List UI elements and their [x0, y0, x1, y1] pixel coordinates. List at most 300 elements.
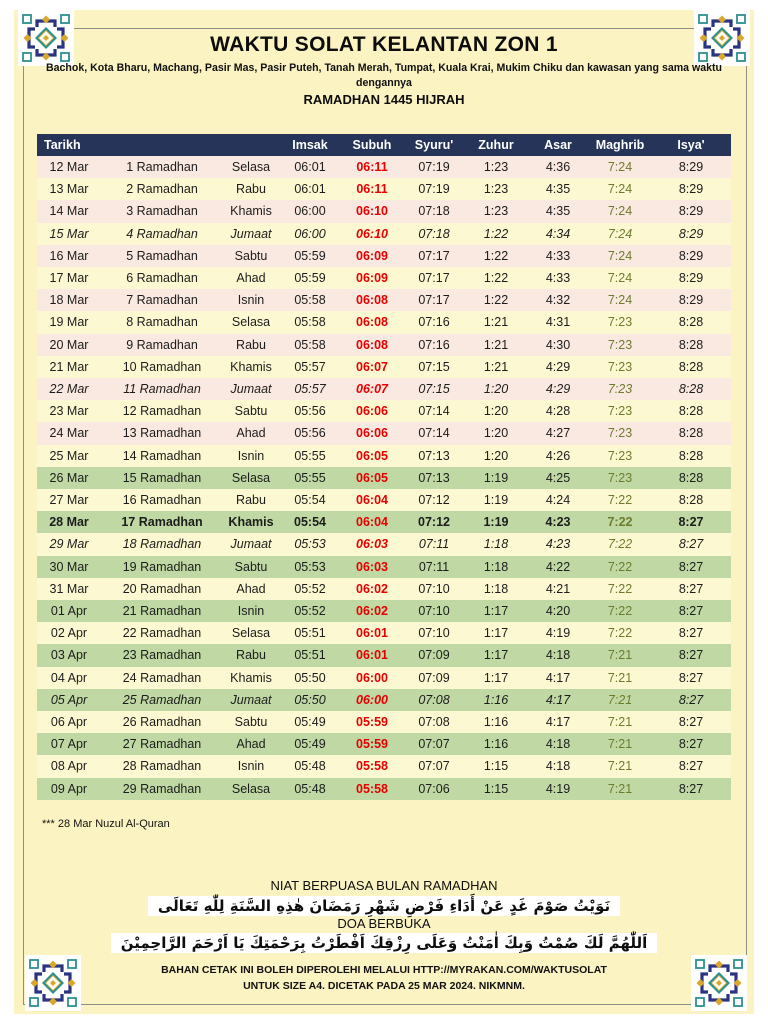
cell-date: 05 Apr	[50, 692, 88, 707]
cell-imsak: 05:57	[294, 359, 326, 374]
cell-syuru: 07:15	[418, 382, 450, 397]
cell-imsak: 05:51	[294, 626, 326, 641]
cell-zuhur: 1:15	[483, 759, 509, 774]
cell-maghrib: 7:22	[607, 581, 633, 596]
doa-arabic-text	[0, 933, 768, 953]
cell-subuh: 05:59	[356, 737, 388, 752]
cell-day: Ahad	[236, 737, 266, 752]
cell-imsak: 06:00	[294, 204, 326, 219]
cell-syuru: 07:13	[418, 470, 450, 485]
column-header-syuru: Syuru'	[403, 134, 465, 156]
cell-subuh: 06:06	[356, 404, 388, 419]
cell-zuhur: 1:20	[483, 426, 509, 441]
cell-imsak: 05:51	[294, 648, 326, 663]
cell-day: Isnin	[237, 759, 265, 774]
cell-maghrib: 7:22	[607, 626, 633, 641]
table-row	[37, 600, 731, 622]
cell-subuh: 05:59	[356, 715, 388, 730]
cell-maghrib: 7:24	[607, 271, 633, 286]
table-row	[37, 422, 731, 444]
cell-zuhur: 1:23	[483, 160, 509, 174]
cell-maghrib: 7:23	[607, 382, 633, 397]
column-header-maghrib: Maghrib	[589, 134, 651, 156]
column-header-imsak: Imsak	[279, 134, 341, 156]
cell-day: Jumaat	[230, 692, 272, 707]
cell-isya: 8:29	[678, 226, 704, 241]
cell-ramadhan: 22 Ramadhan	[122, 626, 202, 641]
cell-date: 04 Apr	[50, 670, 88, 685]
cell-syuru: 07:10	[418, 604, 450, 619]
cell-day: Rabu	[236, 182, 266, 197]
cell-imsak: 05:58	[294, 315, 326, 330]
cell-imsak: 05:54	[294, 493, 326, 508]
cell-date: 31 Mar	[49, 581, 89, 596]
cell-date: 22 Mar	[49, 382, 89, 397]
cell-subuh: 06:07	[356, 382, 388, 397]
cell-maghrib: 7:24	[607, 160, 633, 174]
cell-syuru: 07:09	[418, 648, 450, 663]
cell-subuh: 06:05	[356, 470, 388, 485]
cell-imsak: 05:52	[294, 581, 326, 596]
cell-imsak: 05:48	[294, 781, 326, 796]
cell-day: Rabu	[236, 337, 266, 352]
table-row	[37, 445, 731, 467]
cell-zuhur: 1:17	[483, 670, 509, 685]
cell-syuru: 07:16	[418, 315, 450, 330]
cell-syuru: 07:14	[418, 404, 450, 419]
cell-maghrib: 7:21	[607, 781, 633, 796]
cell-isya: 8:27	[678, 692, 704, 707]
cell-subuh: 06:09	[356, 248, 388, 263]
column-header-empty	[223, 134, 279, 156]
cell-maghrib: 7:21	[607, 715, 633, 730]
cell-imsak: 05:53	[294, 559, 326, 574]
cell-isya: 8:27	[678, 759, 704, 774]
cell-date: 13 Mar	[49, 182, 89, 197]
cell-zuhur: 1:15	[483, 781, 509, 796]
cell-date: 02 Apr	[50, 626, 88, 641]
cell-subuh: 06:11	[356, 182, 388, 197]
cell-imsak: 05:59	[294, 271, 326, 286]
cell-isya: 8:29	[678, 204, 704, 219]
cell-syuru: 07:06	[418, 781, 450, 796]
cell-subuh: 05:58	[356, 759, 388, 774]
cell-date: 27 Mar	[49, 493, 89, 508]
cell-ramadhan: 8 Ramadhan	[126, 315, 198, 330]
cell-day: Sabtu	[234, 248, 268, 263]
niat-arabic-highlight: نَوَيْتُ صَوْمَ غَدٍ عَنْ أَدَاءِ فَرْضِ شَهْرِ رَمَضَانَ هٰذِهِ السَّنَةِ لِلّٰهِ تَعَالَى	[148, 896, 620, 916]
table-row	[37, 311, 731, 333]
cell-day: Isnin	[237, 293, 265, 308]
table-row	[37, 400, 731, 422]
cell-maghrib: 7:24	[607, 293, 633, 308]
cell-imsak: 05:53	[294, 537, 326, 552]
cell-imsak: 06:00	[294, 226, 326, 241]
cell-asar: 4:35	[545, 182, 571, 197]
table-row	[37, 667, 731, 689]
cell-maghrib: 7:21	[607, 692, 633, 707]
cell-date: 18 Mar	[49, 293, 89, 308]
cell-date: 08 Apr	[50, 759, 88, 774]
cell-asar: 4:26	[545, 448, 571, 463]
cell-subuh: 06:07	[356, 359, 388, 374]
cell-subuh: 06:09	[356, 271, 388, 286]
cell-zuhur: 1:18	[483, 537, 509, 552]
table-header-row	[37, 134, 731, 156]
cell-syuru: 07:10	[418, 626, 450, 641]
table-row	[37, 533, 731, 555]
table-row	[37, 689, 731, 711]
column-header-subuh: Subuh	[341, 134, 403, 156]
cell-maghrib: 7:24	[607, 182, 633, 197]
cell-day: Khamis	[228, 515, 274, 530]
table-row	[37, 378, 731, 400]
cell-asar: 4:22	[545, 559, 571, 574]
table-row	[37, 622, 731, 644]
column-header-empty	[101, 134, 223, 156]
cell-asar: 4:20	[545, 604, 571, 619]
cell-syuru: 07:13	[418, 448, 450, 463]
cell-zuhur: 1:17	[483, 648, 509, 663]
cell-zuhur: 1:16	[483, 715, 509, 730]
cell-ramadhan: 12 Ramadhan	[122, 404, 202, 419]
cell-isya: 8:27	[678, 515, 704, 530]
cell-day: Selasa	[231, 626, 271, 641]
cell-asar: 4:36	[545, 160, 571, 174]
cell-imsak: 05:57	[294, 382, 326, 397]
cell-imsak: 05:59	[294, 248, 326, 263]
cell-ramadhan: 27 Ramadhan	[122, 737, 202, 752]
cell-zuhur: 1:22	[483, 293, 509, 308]
cell-ramadhan: 16 Ramadhan	[122, 493, 202, 508]
cell-isya: 8:27	[678, 604, 704, 619]
cell-asar: 4:23	[545, 537, 571, 552]
column-header-zuhur: Zuhur	[465, 134, 527, 156]
print-date-line: UNTUK SIZE A4. DICETAK PADA 25 MAR 2024. NIKMNM.	[243, 980, 525, 992]
cell-day: Ahad	[236, 426, 266, 441]
cell-subuh: 06:04	[356, 493, 388, 508]
table-row	[37, 755, 731, 777]
doa-arabic-highlight: اَللّٰهُمَّ لَكَ صُمْتُ وَبِكَ اٰمَنْتُ وَعَلَى رِزْقِكَ اَفْطَرْتُ بِرَحْمَتِكَ يَا اَرْحَمَ الرَّاحِمِيْنَ	[111, 933, 658, 953]
cell-maghrib: 7:21	[607, 737, 633, 752]
cell-maghrib: 7:24	[607, 204, 633, 219]
cell-imsak: 05:49	[294, 715, 326, 730]
cell-isya: 8:29	[678, 248, 704, 263]
cell-ramadhan: 3 Ramadhan	[126, 204, 198, 219]
cell-isya: 8:27	[678, 648, 704, 663]
cell-isya: 8:29	[678, 160, 704, 174]
niat-arabic-text	[0, 896, 768, 916]
cell-maghrib: 7:23	[607, 426, 633, 441]
cell-asar: 4:34	[545, 226, 571, 241]
prayer-times-table	[37, 134, 731, 800]
cell-isya: 8:27	[678, 670, 704, 685]
cell-syuru: 07:12	[418, 493, 450, 508]
cell-asar: 4:25	[545, 470, 571, 485]
cell-zuhur: 1:19	[483, 493, 509, 508]
cell-subuh: 06:08	[356, 337, 388, 352]
cell-isya: 8:27	[678, 559, 704, 574]
zone-areas-subtitle: Bachok, Kota Bharu, Machang, Pasir Mas, Pasir Puteh, Tanah Merah, Tumpat, Kuala Krai, Mukim Chiku dan kawasan yang sama waktu dengannya	[45, 62, 723, 89]
cell-maghrib: 7:24	[607, 248, 633, 263]
cell-syuru: 07:08	[418, 692, 450, 707]
cell-day: Sabtu	[234, 404, 268, 419]
cell-maghrib: 7:23	[607, 470, 633, 485]
cell-date: 12 Mar	[49, 160, 89, 174]
cell-subuh: 06:06	[356, 426, 388, 441]
cell-zuhur: 1:22	[483, 226, 509, 241]
cell-ramadhan: 5 Ramadhan	[126, 248, 198, 263]
table-row	[37, 245, 731, 267]
cell-ramadhan: 19 Ramadhan	[122, 559, 202, 574]
cell-ramadhan: 25 Ramadhan	[122, 692, 202, 707]
cell-isya: 8:28	[678, 382, 704, 397]
cell-zuhur: 1:21	[483, 359, 509, 374]
cell-syuru: 07:17	[418, 248, 450, 263]
cell-maghrib: 7:23	[607, 359, 633, 374]
cell-day: Isnin	[237, 448, 265, 463]
cell-syuru: 07:07	[418, 759, 450, 774]
cell-ramadhan: 29 Ramadhan	[122, 781, 202, 796]
cell-asar: 4:19	[545, 781, 571, 796]
cell-isya: 8:27	[678, 537, 704, 552]
cell-subuh: 06:10	[356, 204, 388, 219]
cell-maghrib: 7:22	[607, 559, 633, 574]
cell-subuh: 06:03	[356, 559, 388, 574]
cell-date: 24 Mar	[49, 426, 89, 441]
cell-maghrib: 7:23	[607, 404, 633, 419]
cell-syuru: 07:16	[418, 337, 450, 352]
cell-day: Khamis	[230, 670, 272, 685]
cell-subuh: 06:02	[356, 581, 388, 596]
cell-ramadhan: 24 Ramadhan	[122, 670, 202, 685]
cell-asar: 4:17	[545, 670, 571, 685]
cell-asar: 4:31	[545, 315, 571, 330]
cell-day: Selasa	[231, 315, 271, 330]
cell-zuhur: 1:21	[483, 337, 509, 352]
table-row	[37, 489, 731, 511]
cell-maghrib: 7:22	[607, 493, 633, 508]
cell-syuru: 07:10	[418, 581, 450, 596]
cell-day: Isnin	[237, 604, 265, 619]
cell-zuhur: 1:20	[483, 448, 509, 463]
table-row	[37, 644, 731, 666]
cell-imsak: 05:58	[294, 293, 326, 308]
cell-zuhur: 1:16	[483, 692, 509, 707]
cell-subuh: 06:04	[356, 515, 388, 530]
cell-asar: 4:23	[545, 515, 571, 530]
cell-asar: 4:33	[545, 248, 571, 263]
cell-zuhur: 1:22	[483, 248, 509, 263]
cell-day: Ahad	[236, 581, 266, 596]
cell-ramadhan: 18 Ramadhan	[122, 537, 202, 552]
cell-asar: 4:30	[545, 337, 571, 352]
doa-heading: DOA BERBUKA	[337, 916, 431, 931]
cell-isya: 8:28	[678, 404, 704, 419]
cell-asar: 4:17	[545, 715, 571, 730]
cell-isya: 8:27	[678, 715, 704, 730]
cell-syuru: 07:14	[418, 426, 450, 441]
cell-ramadhan: 21 Ramadhan	[122, 604, 202, 619]
cell-isya: 8:29	[678, 182, 704, 197]
table-row	[37, 334, 731, 356]
cell-imsak: 05:56	[294, 404, 326, 419]
table-row	[37, 778, 731, 800]
cell-day: Ahad	[236, 271, 266, 286]
cell-ramadhan: 9 Ramadhan	[126, 337, 198, 352]
cell-isya: 8:28	[678, 470, 704, 485]
cell-isya: 8:27	[678, 581, 704, 596]
cell-ramadhan: 1 Ramadhan	[126, 160, 198, 174]
cell-date: 20 Mar	[49, 337, 89, 352]
cell-date: 16 Mar	[49, 248, 89, 263]
cell-date: 21 Mar	[49, 359, 89, 374]
cell-zuhur: 1:20	[483, 404, 509, 419]
cell-ramadhan: 7 Ramadhan	[126, 293, 198, 308]
cell-ramadhan: 11 Ramadhan	[123, 382, 201, 397]
cell-asar: 4:24	[545, 493, 571, 508]
table-row	[37, 711, 731, 733]
cell-imsak: 05:48	[294, 759, 326, 774]
cell-day: Jumaat	[230, 226, 272, 241]
cell-date: 14 Mar	[49, 204, 89, 219]
cell-syuru: 07:11	[418, 559, 450, 574]
cell-date: 30 Mar	[49, 559, 89, 574]
cell-day: Rabu	[236, 648, 266, 663]
cell-zuhur: 1:17	[483, 604, 509, 619]
cell-imsak: 05:52	[294, 604, 326, 619]
cell-isya: 8:28	[678, 493, 704, 508]
period-title: RAMADHAN 1445 HIJRAH	[303, 92, 465, 107]
cell-syuru: 07:17	[418, 293, 450, 308]
cell-isya: 8:29	[678, 271, 704, 286]
cell-subuh: 06:00	[356, 670, 388, 685]
cell-date: 01 Apr	[50, 604, 88, 619]
cell-imsak: 05:55	[294, 470, 326, 485]
cell-ramadhan: 10 Ramadhan	[122, 359, 202, 374]
cell-zuhur: 1:16	[483, 737, 509, 752]
cell-zuhur: 1:18	[483, 559, 509, 574]
cell-syuru: 07:18	[418, 204, 450, 219]
cell-date: 06 Apr	[50, 715, 88, 730]
cell-ramadhan: 14 Ramadhan	[122, 448, 202, 463]
cell-day: Khamis	[230, 204, 272, 219]
cell-day: Rabu	[236, 493, 266, 508]
table-row	[37, 200, 731, 222]
cell-date: 28 Mar	[49, 515, 89, 530]
cell-isya: 8:28	[678, 315, 704, 330]
table-row	[37, 267, 731, 289]
cell-syuru: 07:19	[418, 182, 450, 197]
cell-asar: 4:17	[545, 692, 571, 707]
cell-subuh: 06:11	[356, 160, 388, 174]
cell-ramadhan: 13 Ramadhan	[122, 426, 202, 441]
cell-ramadhan: 6 Ramadhan	[126, 271, 198, 286]
cell-maghrib: 7:22	[607, 515, 633, 530]
cell-syuru: 07:19	[418, 160, 450, 174]
cell-subuh: 05:58	[356, 781, 388, 796]
cell-day: Khamis	[230, 359, 272, 374]
table-row	[37, 733, 731, 755]
column-header-isya: Isya'	[651, 134, 731, 156]
cell-ramadhan: 2 Ramadhan	[126, 182, 198, 197]
cell-subuh: 06:01	[356, 626, 388, 641]
cell-imsak: 06:01	[294, 160, 326, 174]
cell-imsak: 06:01	[294, 182, 326, 197]
cell-subuh: 06:00	[356, 692, 388, 707]
cell-syuru: 07:17	[418, 271, 450, 286]
cell-maghrib: 7:21	[607, 648, 633, 663]
cell-imsak: 05:56	[294, 426, 326, 441]
cell-subuh: 06:10	[356, 226, 388, 241]
cell-asar: 4:21	[545, 581, 571, 596]
cell-zuhur: 1:18	[483, 581, 509, 596]
cell-ramadhan: 4 Ramadhan	[126, 226, 198, 241]
cell-day: Sabtu	[234, 715, 268, 730]
table-row	[37, 556, 731, 578]
cell-date: 23 Mar	[49, 404, 89, 419]
cell-asar: 4:18	[545, 737, 571, 752]
cell-imsak: 05:50	[294, 692, 326, 707]
cell-zuhur: 1:17	[483, 626, 509, 641]
cell-maghrib: 7:22	[607, 537, 633, 552]
cell-isya: 8:27	[678, 737, 704, 752]
cell-date: 25 Mar	[49, 448, 89, 463]
cell-date: 26 Mar	[49, 470, 89, 485]
table-row	[37, 178, 731, 200]
table-row	[37, 578, 731, 600]
cell-day: Selasa	[231, 781, 271, 796]
cell-date: 19 Mar	[49, 315, 89, 330]
cell-zuhur: 1:23	[483, 204, 509, 219]
cell-zuhur: 1:20	[483, 382, 509, 397]
niat-heading: NIAT BERPUASA BULAN RAMADHAN	[270, 878, 498, 893]
cell-asar: 4:29	[545, 359, 571, 374]
table-row	[37, 289, 731, 311]
cell-ramadhan: 23 Ramadhan	[122, 648, 202, 663]
prayer-table-body	[37, 156, 731, 800]
cell-maghrib: 7:23	[607, 315, 633, 330]
cell-maghrib: 7:22	[607, 604, 633, 619]
cell-subuh: 06:01	[356, 648, 388, 663]
cell-syuru: 07:08	[418, 715, 450, 730]
cell-date: 17 Mar	[49, 271, 89, 286]
cell-syuru: 07:09	[418, 670, 450, 685]
page-title: WAKTU SOLAT KELANTAN ZON 1	[210, 33, 558, 56]
cell-isya: 8:27	[678, 626, 704, 641]
cell-day: Selasa	[231, 470, 271, 485]
cell-asar: 4:19	[545, 626, 571, 641]
table-row	[37, 223, 731, 245]
cell-isya: 8:28	[678, 426, 704, 441]
cell-zuhur: 1:19	[483, 470, 509, 485]
cell-imsak: 05:54	[294, 515, 326, 530]
table-row	[37, 156, 731, 178]
cell-maghrib: 7:23	[607, 448, 633, 463]
column-header-tarikh: Tarikh	[37, 134, 101, 156]
cell-ramadhan: 20 Ramadhan	[122, 581, 202, 596]
cell-subuh: 06:02	[356, 604, 388, 619]
cell-syuru: 07:15	[418, 359, 450, 374]
cell-date: 15 Mar	[49, 226, 89, 241]
cell-maghrib: 7:21	[607, 670, 633, 685]
print-source-line: BAHAN CETAK INI BOLEH DIPEROLEHI MELALUI HTTP://MYRAKAN.COM/WAKTUSOLAT	[161, 964, 607, 976]
cell-date: 03 Apr	[50, 648, 88, 663]
cell-date: 09 Apr	[50, 781, 88, 796]
cell-maghrib: 7:23	[607, 337, 633, 352]
cell-zuhur: 1:23	[483, 182, 509, 197]
cell-day: Selasa	[231, 160, 271, 174]
